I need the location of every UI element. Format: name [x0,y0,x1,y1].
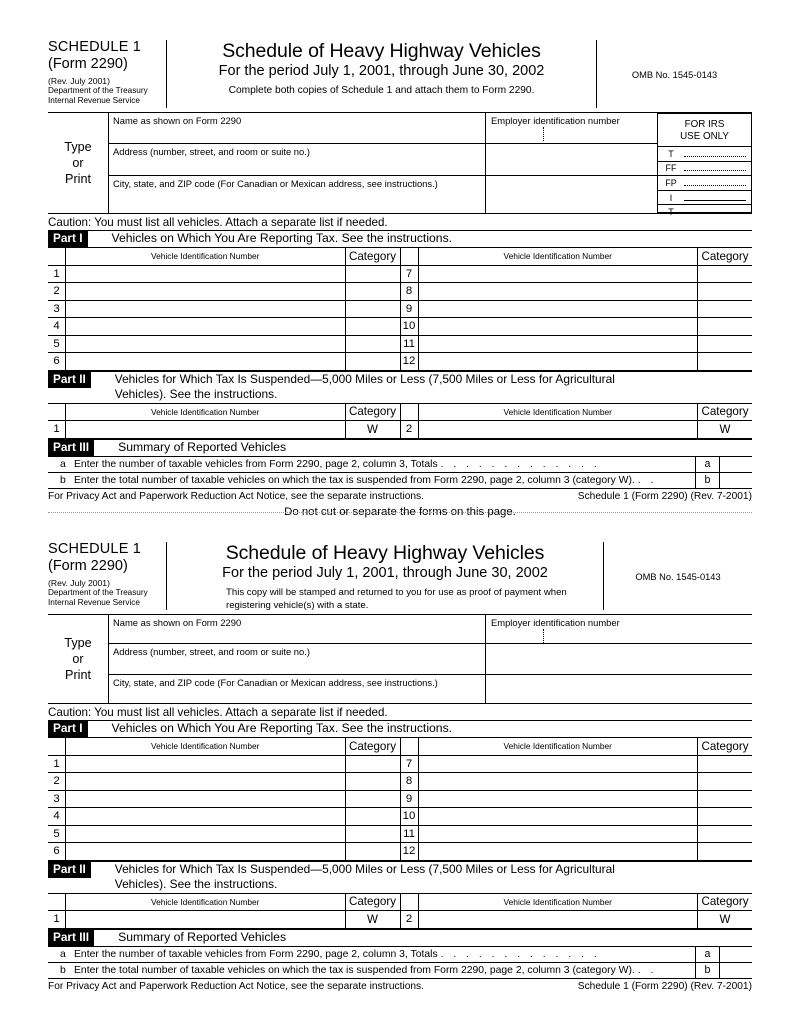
p1-vin-input-9[interactable] [418,300,698,318]
p1-row-num-7: 7 [400,265,418,283]
p2-hdr-category-right: Category [698,403,753,421]
p2c2-category-2: W [698,911,753,929]
form-identity-block-copy-2 [48,542,166,607]
p2-hdr-category-left: Category [345,403,400,421]
p2-hdr-vin-right: Vehicle Identification Number [418,403,698,421]
do-not-cut-note: Do not cut or separate the forms on this page. [284,505,516,518]
p1c2-vin-input-7[interactable] [418,755,698,773]
p1-category-input-10[interactable] [698,318,753,336]
p1-row-num-8: 8 [400,283,418,301]
part-2-header-copy-2 [48,861,752,893]
table-row [48,421,752,439]
form-identity-block [48,40,166,105]
p1-category-input-9[interactable] [698,300,753,318]
p1-row-num-5: 5 [48,335,66,353]
part-3-line-b-leader-copy-2: . . [637,964,657,976]
form-title-copy-2: Schedule of Heavy Highway Vehicles [225,542,545,564]
type-or-print-line-1: Type [64,140,92,154]
part-3-line-a-label-copy-2: a [60,948,66,960]
schedule-title: SCHEDULE 1 [48,39,142,55]
p1c2-vin-input-4[interactable] [66,808,346,826]
part-3-title-copy-2: Summary of Reported Vehicles [118,929,287,944]
part-2-table-copy-1 [48,403,752,439]
p1c2-row-num-10: 10 [400,808,418,826]
part-3-tag: Part III [48,440,94,456]
irs-row-i[interactable] [658,191,751,206]
table-row [48,843,752,861]
cut-separator-line [48,512,752,513]
p1c2-category-input-4[interactable] [345,808,400,826]
part-1-tag-copy-2: Part I [48,721,88,737]
part-3-line-a-box-copy-2[interactable] [695,947,752,962]
p1c2-vin-input-2[interactable] [66,773,346,791]
part-3-lines-copy-1 [48,456,752,489]
p1-vin-input-4[interactable] [66,318,346,336]
p1c2-vin-input-8[interactable] [418,773,698,791]
p2-category-1: W [345,421,400,439]
part-3-line-b-label: b [60,474,66,486]
p1c2-vin-input-10[interactable] [418,808,698,826]
p1-row-num-2: 2 [48,283,66,301]
part-1-tag: Part I [48,231,88,247]
tax-period: For the period July 1, 2001, through June 30, 2002 [218,63,545,79]
p1-hdr-category-left: Category [345,248,400,266]
part-3-line-b-copy-2 [48,962,752,978]
p1-row-num-9: 9 [400,300,418,318]
part-1-title: Vehicles on Which You Are Reporting Tax. See the instructions. [111,231,453,245]
p1c2-row-num-1: 1 [48,755,66,773]
department-line-1-copy-2: Department of the Treasury [48,588,148,597]
form-title: Schedule of Heavy Highway Vehicles [222,40,541,62]
stamped-copy-instruction [166,587,604,612]
schedule-title-copy-2: SCHEDULE 1 [48,541,142,557]
part-3-line-b-box-letter: b [696,473,720,488]
p1c2-vin-input-9[interactable] [418,790,698,808]
form-reference-copy-2: Schedule 1 (Form 2290) (Rev. 7-2001) [577,980,752,992]
p1-row-num-11: 11 [400,335,418,353]
part-3-line-a-box-letter: a [696,457,720,472]
part-2-tag: Part II [48,372,91,388]
p1c2-row-num-6: 6 [48,843,66,861]
type-or-print-label-copy-2 [48,615,109,703]
masthead-copy-2 [48,542,752,614]
p1c2-row-num-3: 3 [48,790,66,808]
p1-vin-input-11[interactable] [418,335,698,353]
p1c2-row-num-9: 9 [400,790,418,808]
irs-row-label-t: T [668,148,674,159]
p1-vin-input-10[interactable] [418,318,698,336]
p1-category-input-2[interactable] [345,283,400,301]
p1c2-vin-input-3[interactable] [66,790,346,808]
name-field-caption: Name as shown on Form 2290 [113,115,242,126]
p2-category-2: W [698,421,753,439]
p1-vin-input-8[interactable] [418,283,698,301]
table-row [48,790,752,808]
p1c2-category-input-7[interactable] [698,755,753,773]
p1-vin-input-2[interactable] [66,283,346,301]
address-field-caption: Address (number, street, and room or suite no.) [113,146,310,157]
p1c2-row-num-12: 12 [400,843,418,861]
type-or-print-line-2: or [72,156,84,170]
for-irs-use-only-box [657,113,752,218]
name-field-caption-copy-2: Name as shown on Form 2290 [113,617,242,628]
part-3-line-a-leader: . . . . . . . . . . . . . [440,458,601,470]
irs-row-line-ff [684,170,746,171]
privacy-act-notice-copy-2: For Privacy Act and Paperwork Reduction Act Notice, see the separate instructions. [48,980,424,992]
part-2-title-line-2-copy-2: Vehicles). See the instructions. [114,877,278,891]
department-line-1: Department of the Treasury [48,86,148,95]
table-row [48,283,752,301]
part-2-title [91,372,615,403]
p2-vin-input-1[interactable] [66,421,346,439]
schedule-1-copy-2 [48,542,752,996]
p2c2-row-num-2: 2 [400,911,418,929]
omb-number: OMB No. 1545-0143 [631,70,718,80]
part-1-table-copy-2 [48,737,752,861]
city-state-zip-caption-copy-2: City, state, and ZIP code (For Canadian or Mexican address, see instructions.) [113,677,438,688]
part-3-title: Summary of Reported Vehicles [118,439,287,454]
city-state-zip-caption: City, state, and ZIP code (For Canadian or Mexican address, see instructions.) [113,178,438,189]
part-3-line-a [48,457,752,472]
p2c2-hdr-blank-left [48,893,66,911]
part-3-line-b [48,472,752,488]
type-or-print-label [48,113,109,213]
part-1-table-copy-1 [48,247,752,371]
table-row [48,353,752,371]
part-3-line-a-label: a [60,458,66,470]
p2-row-num-2: 2 [400,421,418,439]
table-row [48,911,752,929]
irs-row-line-i [684,200,746,201]
p1c2-row-num-5: 5 [48,825,66,843]
p1-category-input-5[interactable] [345,335,400,353]
tax-period-copy-2: For the period July 1, 2001, through June 30, 2002 [222,565,548,581]
part-3-line-a-text-copy-2: Enter the number of taxable vehicles from Form 2290, page 2, column 3, Totals . . . . . . . . . . . . . [74,948,601,960]
type-or-print-line-3-copy-2: Print [65,668,91,682]
p1c2-vin-input-5[interactable] [66,825,346,843]
p1c2-hdr-vin-right: Vehicle Identification Number [418,738,698,756]
p2-hdr-blank-right [400,403,418,421]
masthead-copy-1 [48,40,752,112]
type-or-print-line-1-copy-2: Type [64,636,92,650]
p2c2-hdr-category-left: Category [345,893,400,911]
p1-hdr-blank-left [48,248,66,266]
schedule-form-number-copy-2: (Form 2290) [48,557,128,574]
part-3-line-b-text: Enter the total number of taxable vehicles on which the tax is suspended from Form 2290, page 2, column 3 (category W). . . [74,474,657,486]
table-row [48,808,752,826]
irs-row-label-fp: FP [665,177,677,188]
ein-caption-copy-2: Employer identification number [491,617,620,628]
privacy-act-notice-copy-1: For Privacy Act and Paperwork Reduction Act Notice, see the separate instructions. [48,490,424,502]
p2c2-vin-input-1[interactable] [66,911,346,929]
p1c2-category-input-9[interactable] [698,790,753,808]
part-3-header-copy-2 [48,929,752,946]
ein-separator-dots-copy-2 [543,629,544,643]
part-3-lines-copy-2 [48,946,752,979]
p1-vin-input-3[interactable] [66,300,346,318]
p1c2-vin-input-12[interactable] [418,843,698,861]
irs-row-label-i: I [669,192,673,203]
part-2-title-copy-2 [91,862,615,893]
p1c2-row-num-8: 8 [400,773,418,791]
part-2-title-line-1: Vehicles for Which Tax Is Suspended—5,000 Miles or Less (7,500 Miles or Less for Agricultural [114,371,615,386]
irs-row-ff[interactable] [658,162,751,177]
p1c2-category-input-3[interactable] [345,790,400,808]
ein-separator-dots [543,127,544,141]
p1-category-input-12[interactable] [698,353,753,371]
p1-row-num-10: 10 [400,318,418,336]
part-2-table-copy-2 [48,893,752,929]
p1-category-input-1[interactable] [345,265,400,283]
p1-hdr-vin-left: Vehicle Identification Number [66,248,346,266]
p1c2-hdr-vin-left: Vehicle Identification Number [66,738,346,756]
p1-category-input-11[interactable] [698,335,753,353]
p2c2-hdr-category-right: Category [698,893,753,911]
ein-field[interactable] [485,113,657,213]
p1-hdr-vin-right: Vehicle Identification Number [418,248,698,266]
part-2-tag-copy-2: Part II [48,862,91,878]
p1c2-vin-input-11[interactable] [418,825,698,843]
part-3-line-b-label-copy-2: b [60,964,66,976]
p2c2-vin-input-2[interactable] [418,911,698,929]
schedule-1-copy-1 [48,40,752,518]
p1-category-input-6[interactable] [345,353,400,371]
part-3-line-a-box-letter-copy-2: a [696,947,720,962]
table-row [48,825,752,843]
p1-vin-input-7[interactable] [418,265,698,283]
schedule-form-number: (Form 2290) [48,55,128,72]
p1-vin-input-1[interactable] [66,265,346,283]
p2c2-hdr-vin-left: Vehicle Identification Number [66,893,346,911]
p1-row-num-12: 12 [400,353,418,371]
part-3-line-b-box-copy-2[interactable] [695,963,752,978]
irs-row-fp[interactable] [658,176,751,191]
p1c2-row-num-11: 11 [400,825,418,843]
p1c2-hdr-blank-right [400,738,418,756]
p1-vin-input-12[interactable] [418,353,698,371]
table-row [48,318,752,336]
part-3-line-b-leader: . . [637,474,657,486]
p1c2-hdr-blank-left [48,738,66,756]
footer-copy-1 [48,491,752,506]
caution-note-copy-1: Caution: You must list all vehicles. Attach a separate list if needed. [48,216,388,229]
part-3-line-b-text-copy-2: Enter the total number of taxable vehicles on which the tax is suspended from Form 2290, page 2, column 3 (category W). . . [74,964,657,976]
part-1-header-copy-1 [48,230,752,247]
stamped-instruction-line-2: vehicle(s) with a state. [273,599,369,611]
part-3-header-copy-1 [48,439,752,456]
p1-row-num-3: 3 [48,300,66,318]
type-or-print-line-3: Print [65,172,91,186]
p1c2-hdr-category-right: Category [698,738,753,756]
address-field-caption-copy-2: Address (number, street, and room or suite no.) [113,646,310,657]
irs-row-t[interactable] [658,147,751,162]
p2c2-hdr-vin-right: Vehicle Identification Number [418,893,698,911]
department-line-2: Internal Revenue Service [48,95,140,105]
p1c2-row-num-2: 2 [48,773,66,791]
p1-category-input-3[interactable] [345,300,400,318]
irs-row-t2[interactable] [658,205,751,219]
table-row [48,265,752,283]
irs-box-rows [658,147,751,219]
revision-date-copy-2: (Rev. July 2001) [48,577,110,588]
p1-category-input-7[interactable] [698,265,753,283]
p2c2-category-1: W [345,911,400,929]
irs-row-line-t [684,156,746,157]
caution-note-copy-2: Caution: You must list all vehicles. Attach a separate list if needed. [48,706,388,719]
part-1-header-copy-2 [48,720,752,737]
p1c2-hdr-category-left: Category [345,738,400,756]
p2-hdr-vin-left: Vehicle Identification Number [66,403,346,421]
revision-date: (Rev. July 2001) [48,75,110,86]
p1c2-category-input-6[interactable] [345,843,400,861]
p1c2-category-input-2[interactable] [345,773,400,791]
entity-block-copy-1 [48,112,752,218]
irs-box-title-line-2: USE ONLY [680,130,729,142]
p1c2-category-input-1[interactable] [345,755,400,773]
irs-row-label-t2: T [668,207,674,218]
p1c2-category-input-12[interactable] [698,843,753,861]
part-2-title-line-1-copy-2: Vehicles for Which Tax Is Suspended—5,000 Miles or Less (7,500 Miles or Less for Agricultural [114,861,615,876]
p1c2-vin-input-1[interactable] [66,755,346,773]
p1-category-input-4[interactable] [345,318,400,336]
table-row [48,773,752,791]
part-3-line-a-box[interactable] [695,457,752,472]
title-block [166,40,597,97]
irs-row-label-ff: FF [665,163,677,174]
part-3-line-b-box[interactable] [695,473,752,488]
p1-vin-input-6[interactable] [66,353,346,371]
omb-number-copy-2: OMB No. 1545-0143 [635,572,721,582]
type-or-print-line-2-copy-2: or [72,652,84,666]
title-block-copy-2 [166,542,604,612]
entity-block-copy-2 [48,614,752,704]
p1-category-input-8[interactable] [698,283,753,301]
part-3-line-a-text: Enter the number of taxable vehicles from Form 2290, page 2, column 3, Totals . . . . . . . . . . . . . [74,458,601,470]
table-row [48,335,752,353]
table-row [48,755,752,773]
p2-row-num-1: 1 [48,421,66,439]
part-1-title-copy-2: Vehicles on Which You Are Reporting Tax. See the instructions. [111,721,453,735]
part-3-line-b-box-letter-copy-2: b [696,963,720,978]
p1-hdr-blank-right [400,248,418,266]
p2c2-hdr-blank-right [400,893,418,911]
p1c2-category-input-10[interactable] [698,808,753,826]
copy-instruction: Complete both copies of Schedule 1 and attach them to Form 2290. [228,85,535,96]
ein-field-copy-2[interactable] [485,615,752,703]
p2-vin-input-2[interactable] [418,421,698,439]
stamped-instruction-line-1: This copy will be stamped and returned to you for use as proof of payment when registering [226,587,567,611]
irs-box-title-line-1: FOR IRS [684,119,725,130]
p1c2-row-num-4: 4 [48,808,66,826]
ein-caption: Employer identification number [491,115,620,126]
p1c2-row-num-7: 7 [400,755,418,773]
p1-row-num-1: 1 [48,265,66,283]
part-3-tag-copy-2: Part III [48,930,94,946]
part-2-header-copy-1 [48,371,752,403]
part-3-line-a-copy-2 [48,947,752,962]
p1c2-category-input-8[interactable] [698,773,753,791]
p1c2-vin-input-6[interactable] [66,843,346,861]
p1c2-category-input-11[interactable] [698,825,753,843]
p2c2-row-num-1: 1 [48,911,66,929]
p1-vin-input-5[interactable] [66,335,346,353]
part-3-line-a-leader-copy-2: . . . . . . . . . . . . . [440,948,601,960]
table-row [48,300,752,318]
irs-row-line-fp [684,185,746,186]
p1c2-category-input-5[interactable] [345,825,400,843]
p1-row-num-4: 4 [48,318,66,336]
footer-copy-2 [48,981,752,996]
p1-hdr-category-right: Category [698,248,753,266]
form-reference-copy-1: Schedule 1 (Form 2290) (Rev. 7-2001) [577,490,752,502]
p1-row-num-6: 6 [48,353,66,371]
part-2-title-line-2: Vehicles). See the instructions. [114,387,278,401]
department-line-2-copy-2: Internal Revenue Service [48,597,140,607]
irs-box-title [658,114,751,147]
p2-hdr-blank-left [48,403,66,421]
